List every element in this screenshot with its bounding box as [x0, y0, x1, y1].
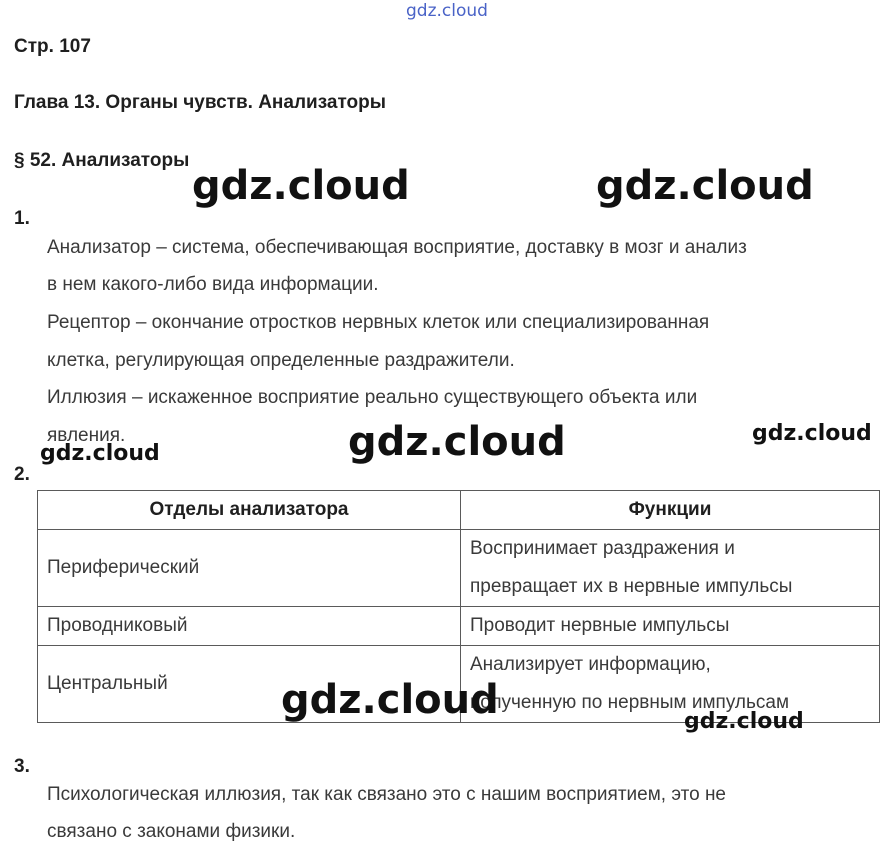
task-3-line: связано с законами физики.	[47, 821, 296, 842]
watermark-top: gdz.cloud	[406, 1, 488, 21]
table-cell-function	[461, 530, 880, 607]
task-3-line: Психологическая иллюзия, так как связано это с нашим восприятием, это не	[47, 784, 726, 805]
watermark: gdz.cloud	[192, 163, 410, 209]
table-cell-department: Центральный	[38, 646, 461, 723]
watermark: gdz.cloud	[684, 709, 804, 734]
watermark: gdz.cloud	[348, 419, 566, 465]
task-1-line: в нем какого-либо вида информации.	[47, 274, 379, 295]
table-header-departments: Отделы анализатора	[38, 491, 461, 530]
task-1-number: 1.	[14, 208, 30, 229]
function-line: Проводит нервные импульсы	[470, 615, 730, 636]
task-1-line: клетка, регулирующая определенные раздражители.	[47, 350, 515, 371]
watermark: gdz.cloud	[752, 421, 872, 446]
function-line: полученную по нервным импульсам	[470, 692, 790, 713]
task-3-number: 3.	[14, 756, 30, 777]
page-number: Стр. 107	[14, 36, 91, 57]
table-cell-department: Проводниковый	[38, 607, 461, 646]
watermark: gdz.cloud	[281, 677, 499, 723]
watermark: gdz.cloud	[40, 441, 160, 466]
task-1-line: явления.	[47, 425, 126, 446]
task-1-line: Рецептор – окончание отростков нервных клеток или специализированная	[47, 312, 710, 333]
table-cell-function	[461, 607, 880, 646]
chapter-title: Глава 13. Органы чувств. Анализаторы	[14, 92, 386, 113]
function-line: Воспринимает раздражения и	[470, 538, 735, 559]
function-line: превращает их в нервные импульсы	[470, 576, 793, 597]
table-cell-department: Периферический	[38, 530, 461, 607]
task-2-number: 2.	[14, 464, 30, 485]
task-1-line: Иллюзия – искаженное восприятие реально существующего объекта или	[47, 387, 698, 408]
table-row	[38, 530, 880, 607]
function-line: Анализирует информацию,	[470, 654, 711, 675]
task-1-line: Анализатор – система, обеспечивающая восприятие, доставку в мозг и анализ	[47, 237, 747, 258]
table-header-functions: Функции	[461, 491, 880, 530]
section-title: § 52. Анализаторы	[14, 150, 190, 171]
watermark: gdz.cloud	[596, 163, 814, 209]
table-cell-function	[461, 646, 880, 723]
table-row	[38, 607, 880, 646]
table-header-row	[38, 491, 880, 530]
